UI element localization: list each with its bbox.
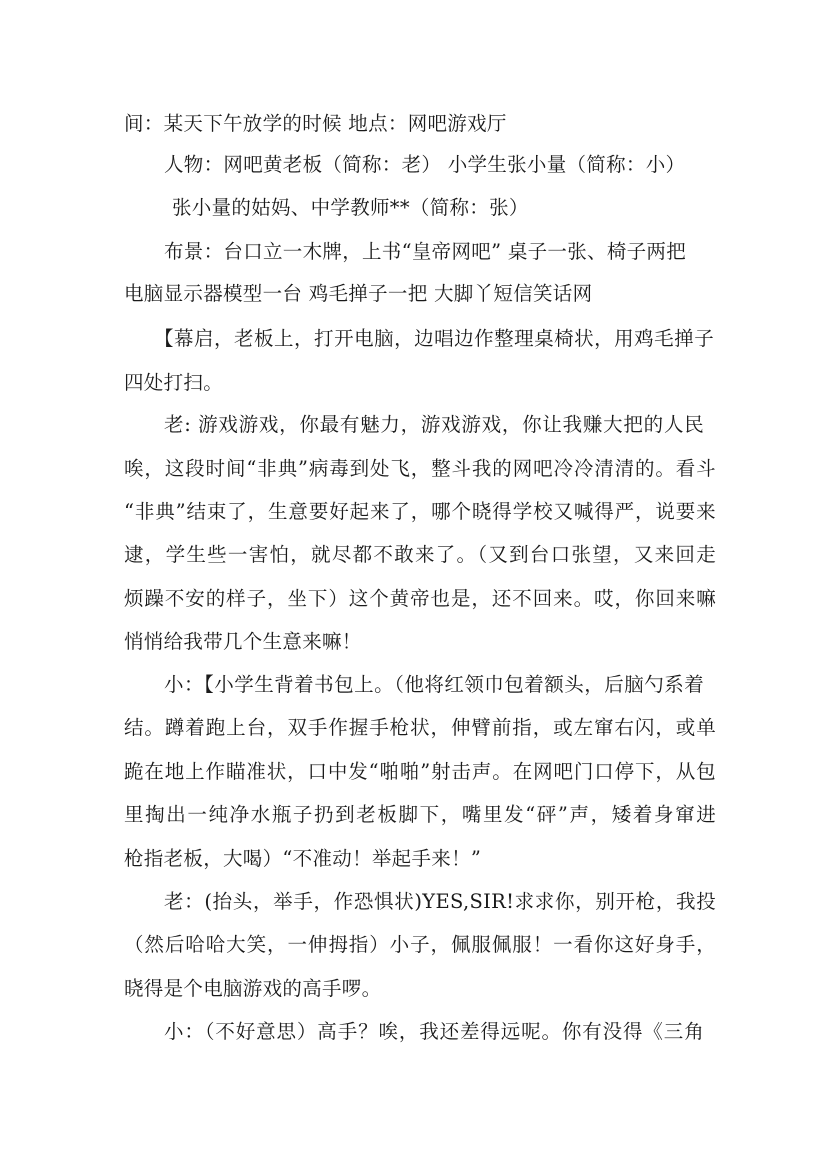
text-line-18: 枪指老板，大喝）“不准动！举起手来！” [124,847,482,870]
text-line-15: 结。蹲着跑上台，双手作握手枪状，伸臂前指，或左窜右闪，或单 [124,716,716,739]
text-line-10: “非典”结束了，生意要好起来了，哪个晓得学校又喊得严，说要来 [124,500,716,523]
text-line-13: 悄悄给我带几个生意来嘛！ [124,630,362,653]
text-line-11: 逮，学生些一害怕，就尽都不敢来了。（又到台口张望，又来回走 [124,543,716,566]
text-line-6: 【幕启，老板上，打开电脑，边唱边作整理桌椅状，用鸡毛掸子 [154,327,714,350]
text-line-14: 小：【小学生背着书包上。（他将红领巾包着额头，后脑勺系着 [164,673,704,696]
text-line-1: 间：某天下午放学的时候 地点：网吧游戏厅 [124,112,507,135]
text-line-5: 电脑显示器模型一台 鸡毛掸子一把 大脚丫短信笑话网 [124,282,593,305]
text-line-3: 张小量的姑妈、中学教师**（简称：张） [172,196,529,219]
text-line-4: 布景：台口立一木牌，上书“皇帝网吧” 桌子一张、椅子两把 [164,240,687,263]
text-line-17: 里掏出一纯净水瓶子扔到老板脚下，嘴里发“砰”声，矮着身窜进 [124,803,716,826]
text-line-7: 四处打扫。 [124,371,224,394]
text-line-12: 烦躁不安的样子，坐下）这个黄帝也是，还不回来。哎，你回来嘛 [124,587,716,610]
text-line-19: 老：(抬头，举手，作恐惧状)YES,SIR!求求你，别开枪，我投 [164,890,716,913]
text-line-8: 老: 游戏游戏，你最有魅力，游戏游戏，你让我赚大把的人民 [164,413,704,436]
text-line-9: 唉，这段时间“非典”病毒到处飞，整斗我的网吧冷冷清清的。看斗 [124,457,716,480]
text-line-21: 晓得是个电脑游戏的高手啰。 [124,977,382,1000]
text-line-16: 跪在地上作瞄准状，口中发“啪啪”射击声。在网吧门口停下，从包 [124,760,716,783]
text-line-2: 人物：网吧黄老板（简称：老） 小学生张小量（简称：小） [164,153,686,176]
text-line-22: 小：（不好意思）高手？唉，我还差得远呢。你有没得《三角 [164,1020,704,1043]
text-line-20: （然后哈哈大笑，一伸拇指）小子，佩服佩服！一看你这好身手， [124,933,716,956]
